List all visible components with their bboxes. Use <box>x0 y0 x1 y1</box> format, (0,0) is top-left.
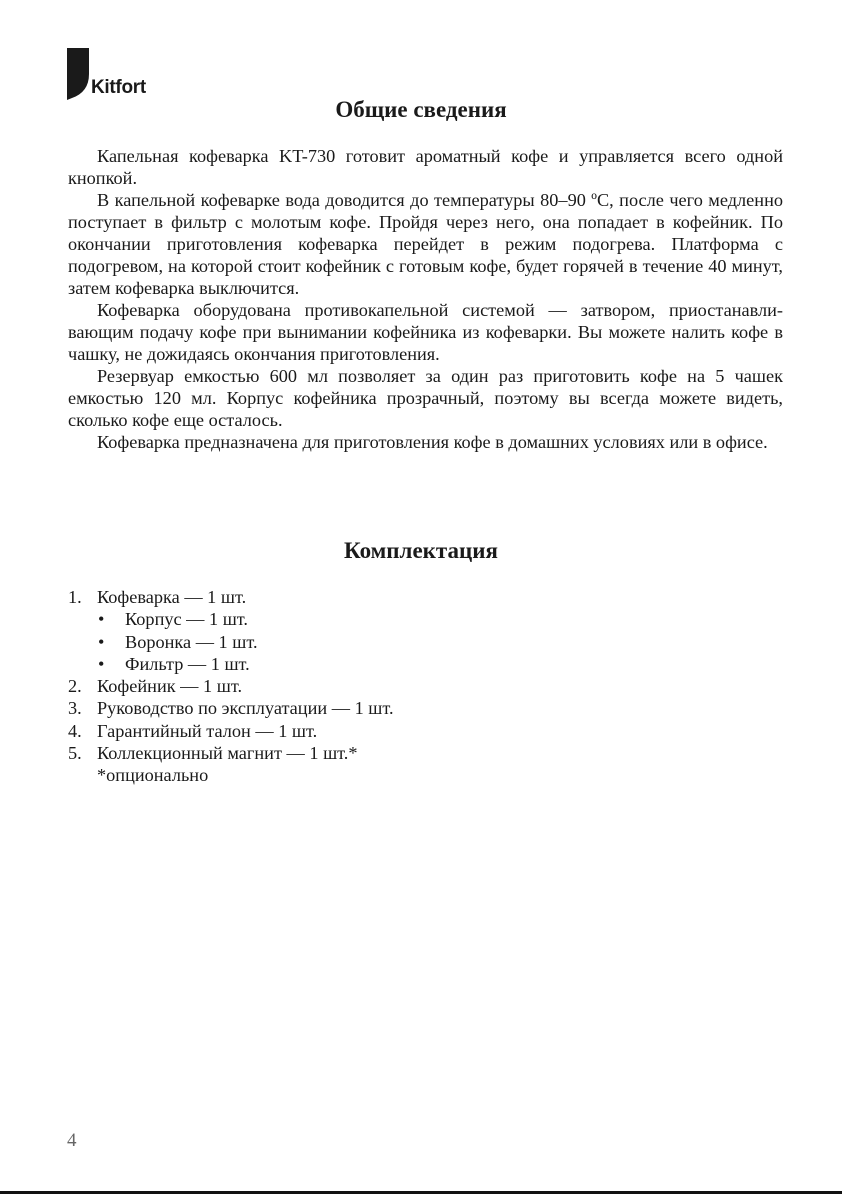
list-item-text: Гарантийный талон — 1 шт. <box>97 720 318 741</box>
list-item <box>68 675 768 697</box>
list-item <box>68 697 768 719</box>
general-info-text <box>68 145 783 453</box>
sub-list-item <box>68 631 768 653</box>
bullet: • <box>98 631 105 652</box>
bullet: • <box>98 653 105 674</box>
section-title-general: Общие сведения <box>335 97 507 122</box>
sub-list-item-text: Воронка — 1 шт. <box>125 631 258 652</box>
kit-list <box>68 586 768 787</box>
optional-note: *опционально <box>97 765 209 786</box>
list-number: 1. <box>68 587 82 607</box>
paragraph: Резервуар емкостью 600 мл позволяет за один раз приготовить кофе на 5 чашек емкостью 120 мл. Корпус кофейника прозрачный, поэтому вы всегда можете видеть, сколько кофе еще осталось. <box>68 366 783 430</box>
footnote <box>68 764 768 786</box>
list-item <box>68 720 768 742</box>
list-item-text: Кофеварка — 1 шт. <box>97 587 247 607</box>
paragraph: Капельная кофеварка KT-730 готовит ароматный кофе и управляется всего одной кнопкой. <box>68 146 783 188</box>
list-item-text: Кофейник — 1 шт. <box>97 676 243 697</box>
section-title-kit: Комплектация <box>344 538 498 563</box>
list-number: 5. <box>68 743 82 764</box>
list-number: 4. <box>68 720 82 741</box>
list-number: 2. <box>68 676 82 697</box>
kitfort-logo-icon <box>67 48 89 100</box>
list-item-text: Руководство по эксплуатации — 1 шт. <box>97 698 394 719</box>
paragraph: В капельной кофеварке вода доводится до температуры 80–90 ºС, после чего медленно поступает в фильтр с молотым кофе. Пройдя через него, она попадает в кофейник. По окончании приготовления кофеварка перейдет в режим подогрева. Платформа с подогревом, на которой стоит кофейник с готовым кофе, будет горячей в течение 40 минут, затем кофеварка выключится. <box>68 190 783 298</box>
sub-list-item <box>68 608 768 630</box>
list-item <box>68 586 768 608</box>
page-number: 4 <box>67 1130 77 1151</box>
sub-list-item-text: Корпус — 1 шт. <box>125 609 248 630</box>
paragraph: Кофеварка оборудована противокапельной системой — затвором, приостанавливающим подачу кофе при вынимании кофейника из кофеварки. Вы можете налить кофе в чашку, не дожидаясь окончания приготовления. <box>68 300 783 364</box>
list-item-text: Коллекционный магнит — 1 шт.* <box>97 743 358 764</box>
bullet: • <box>98 609 105 630</box>
logo-text: Kitfort <box>91 77 146 98</box>
paragraph: Кофеварка предназначена для приготовления кофе в домашних условиях или в офисе. <box>97 432 768 452</box>
list-item <box>68 742 768 764</box>
list-number: 3. <box>68 698 82 719</box>
sub-list-item-text: Фильтр — 1 шт. <box>125 653 250 674</box>
kitfort-logo <box>67 48 167 100</box>
sub-list-item <box>68 653 768 675</box>
